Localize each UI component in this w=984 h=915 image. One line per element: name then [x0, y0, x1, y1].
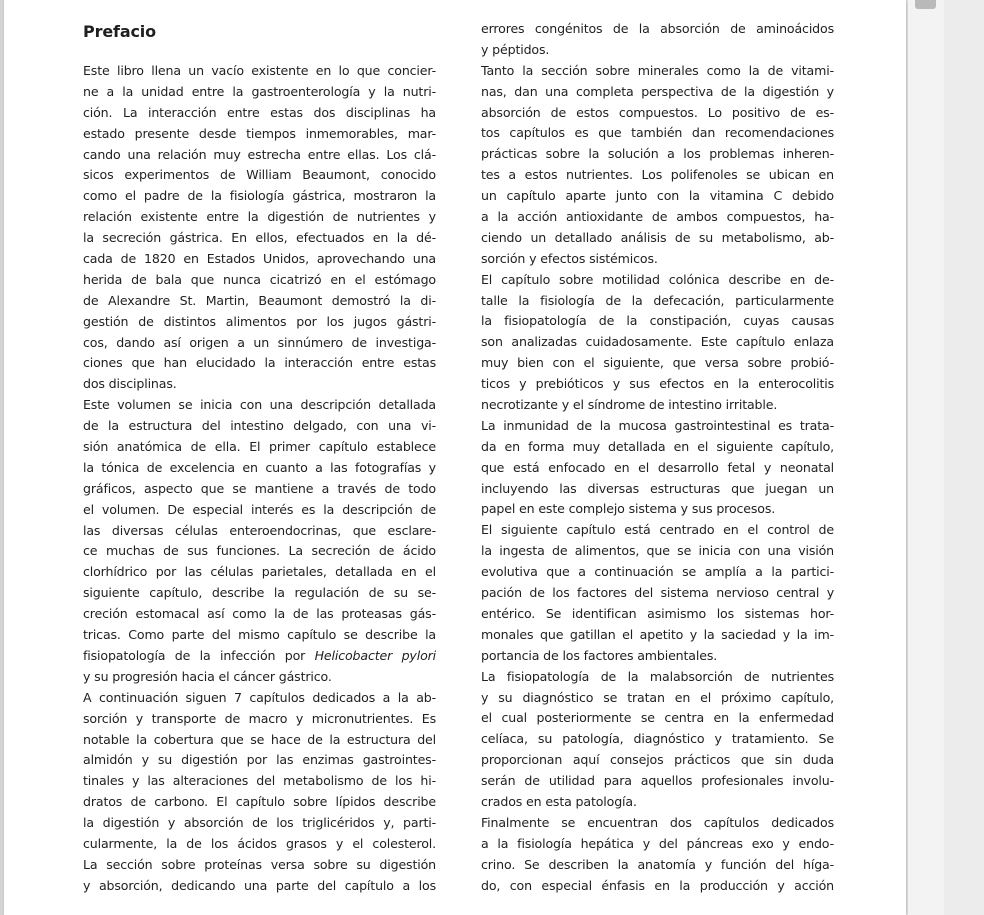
text-line-content: estado presente desde tiempos inmemorables, mar- [83, 125, 436, 141]
text-line-content: la tónica de excelencia en cuanto a las fotografías y [83, 459, 436, 475]
text-line-content: crino. Se describen la anatomía y función del híga- [481, 856, 834, 872]
text-line-content: crados en esta patología. [481, 793, 637, 809]
text-line-content: tes a estos nutrientes. Los polifenoles se ubican en [481, 167, 834, 183]
text-line-content: la digestión y absorción de los triglicéridos y, parti- [83, 815, 436, 831]
text-line [83, 500, 436, 521]
text-line [83, 312, 436, 333]
text-line [83, 61, 436, 82]
text-line-content: sorción y transporte de macro y micronutrientes. Es [83, 710, 436, 726]
text-line [83, 771, 436, 792]
text-line-content: y absorción, dedicando una parte del capítulo a los [83, 877, 436, 893]
text-line-content: almidón y su digestión por las enzimas gastrointes- [83, 752, 436, 768]
text-line-content: ciendo un detallado análisis de su metabolismo, ab- [481, 229, 834, 245]
text-line [83, 145, 436, 166]
text-line-content: de Alexandre St. Martin, Beaumont demostró la di- [83, 292, 436, 308]
text-line [83, 395, 436, 416]
text-line [481, 353, 834, 374]
text-line-content: la fisiopatología de la constipación, cuyas causas [481, 313, 834, 329]
text-line [481, 771, 834, 792]
text-line-content: El siguiente capítulo está centrado en el control de [481, 522, 834, 538]
text-line-content: cos, dando así origen a un sinnúmero de investiga- [83, 334, 436, 350]
text-line-content: ne a la unidad entre la gastroenterología y la nutri- [83, 83, 436, 99]
text-line-content: da en forma muy detallada en el siguiente capítulo, [481, 438, 834, 454]
text-line [83, 374, 436, 395]
text-line-content: la secreción gástrica. En ellos, efectuados en la dé- [83, 230, 436, 246]
text-line-content: papel en este complejo sistema y sus procesos. [481, 501, 776, 517]
text-line-content: Este libro llena un vacío existente en lo que concier- [83, 63, 436, 78]
text-line-content: sión anatómica de ella. El primer capítulo establece [83, 439, 436, 455]
text-line [481, 82, 834, 103]
text-line-content: Tanto la sección sobre minerales como la de vitami- [481, 62, 834, 78]
text-line [481, 520, 834, 541]
text-line [83, 876, 436, 897]
text-line [481, 103, 834, 124]
text-line-content: tricas. Como parte del mismo capítulo se describe la [83, 627, 436, 643]
text-line-content: evolutiva que a continuación se amplía a la partici- [481, 564, 834, 580]
text-line-content: sicos experimentos de William Beaumont, conocido [83, 167, 436, 183]
text-line-content: son analizadas cuidadosamente. Este capítulo enlaza [481, 334, 834, 350]
text-line [83, 583, 436, 604]
text-line [83, 792, 436, 813]
text-line-content: ce muchas de sus funciones. La secreción de ácido [83, 543, 436, 559]
text-line [481, 437, 834, 458]
text-line [481, 855, 834, 876]
text-line [83, 186, 436, 207]
text-line [83, 667, 436, 688]
text-line [481, 688, 834, 709]
text-line [83, 479, 436, 500]
text-line-content: El capítulo sobre motilidad colónica describe en de- [481, 271, 834, 287]
text-line [83, 604, 436, 625]
text-line [83, 207, 436, 228]
text-line-content: cularmente, la de los ácidos grasos y el colesterol. [83, 835, 436, 851]
text-line-content: ciones que han elucidado la interacción entre estas [83, 355, 436, 371]
text-line [481, 646, 834, 667]
text-line-content: entérico. Se identifican asimismo los sistemas hor- [481, 605, 834, 621]
text-line-content: relación existente entre la digestión de nutrientes y [83, 209, 436, 225]
text-line-content: el cual posteriormente se centra en la enfermedad [481, 710, 834, 726]
text-line [83, 458, 436, 479]
text-line [481, 332, 834, 353]
text-line [481, 416, 834, 437]
text-line [83, 124, 436, 145]
page-title: Prefacio [83, 22, 156, 41]
text-line-content: de la estructura del intestino delgado, con una vi- [83, 418, 436, 434]
text-line [83, 249, 436, 270]
text-line [83, 709, 436, 730]
text-line-content: talle la fisiología de la defecación, particularmente [481, 292, 834, 308]
text-line-content: portancia de los factores ambientales. [481, 647, 718, 663]
text-line [481, 395, 834, 416]
text-line-content: clorhídrico por las células parietales, detallada en el [83, 564, 436, 580]
left-column-text [83, 61, 436, 897]
text-line-content: muy bien con el siguiente, que versa sobre probió- [481, 355, 834, 371]
text-line-content: celíaca, su patología, diagnóstico y tratamiento. Se [481, 731, 834, 747]
text-line-content: tos capítulos es que también dan recomendaciones [481, 125, 834, 141]
text-line [83, 333, 436, 354]
scrollbar-track[interactable] [908, 0, 944, 915]
text-line [481, 813, 834, 834]
text-line-content: A continuación siguen 7 capítulos dedicados a la ab- [83, 689, 436, 705]
text-line-content: Este volumen se inicia con una descripción detallada [83, 397, 436, 413]
text-line [481, 249, 834, 270]
text-line-content: a la acción antioxidante de ambos compuestos, ha- [481, 209, 834, 225]
text-line-content: La sección sobre proteínas versa sobre su digestión [83, 856, 436, 872]
text-line [83, 437, 436, 458]
text-line [83, 855, 436, 876]
text-line-content: y péptidos. [481, 41, 550, 57]
text-line [83, 688, 436, 709]
text-line-content: serán de utilidad para aquellos profesionales involu- [481, 773, 834, 789]
text-line-content: cada de 1820 en Estados Unidos, aprovechando una [83, 251, 436, 267]
text-line-content: Finalmente se encuentran dos capítulos dedicados [481, 814, 834, 830]
text-line-content: siguiente capítulo, describe la regulación de su se- [83, 585, 436, 601]
text-line [481, 458, 834, 479]
text-line-content: y su progresión hacia el cáncer gástrico. [83, 668, 332, 684]
text-line-content: que está enfocado en el desarrollo fetal y neonatal [481, 459, 834, 475]
text-line [83, 750, 436, 771]
text-line [83, 291, 436, 312]
text-line [481, 374, 834, 395]
text-line-content: fisiopatología de la infección por [83, 647, 315, 663]
text-line [481, 207, 834, 228]
text-line-content: sorción y efectos sistémicos. [481, 250, 658, 266]
text-line [481, 583, 834, 604]
right-column-text [481, 19, 834, 896]
title-spacer [83, 45, 436, 61]
text-line-content: herida de bala que nunca cicatrizó en el estómago [83, 271, 436, 287]
text-line-content: tinales y las alteraciones del metabolismo de los hi- [83, 773, 436, 789]
text-line [83, 541, 436, 562]
text-line-content: gestión de distintos alimentos por los jugos gástri- [83, 313, 436, 329]
text-line [83, 103, 436, 124]
text-line-content: prácticas sobre la solución a los problemas inheren- [481, 146, 834, 162]
text-line [481, 834, 834, 855]
text-line [83, 625, 436, 646]
text-line-content: las diversas células enteroendocrinas, que esclare- [83, 522, 436, 538]
text-line [83, 353, 436, 374]
text-line-content: dos disciplinas. [83, 376, 177, 392]
text-line [481, 562, 834, 583]
text-line [481, 604, 834, 625]
text-line-content: el volumen. De especial interés es la descripción de [83, 501, 436, 517]
text-line-content: y su diagnóstico se tratan en el próximo capítulo, [481, 689, 834, 705]
text-line [481, 123, 834, 144]
text-line-content: ticos y prebióticos y sus efectos en la enterocolitis [481, 376, 834, 392]
text-line-content: necrotizante y el síndrome de intestino irritable. [481, 397, 778, 413]
text-line [481, 311, 834, 332]
text-line [481, 144, 834, 165]
text-line [481, 479, 834, 500]
text-line [83, 813, 436, 834]
text-line [481, 792, 834, 813]
text-line [481, 499, 834, 520]
text-line [83, 416, 436, 437]
text-line-content: La fisiopatología de la malabsorción de nutrientes [481, 668, 834, 684]
text-line-content: pación de los factores del sistema nervioso central y [481, 585, 834, 601]
viewer-background [944, 0, 984, 915]
text-line [481, 708, 834, 729]
text-line-content: incluyendo las diversas estructuras que juegan un [481, 480, 834, 496]
text-line-content: absorción de estos compuestos. Lo positivo de es- [481, 104, 834, 120]
right-column [481, 19, 834, 896]
text-line-content: cando una relación muy estrecha entre ellas. Los clá- [83, 146, 436, 162]
text-line-content: errores congénitos de la absorción de aminoácidos [481, 21, 834, 36]
scrollbar-thumb[interactable] [915, 0, 936, 9]
left-column [83, 19, 436, 897]
text-line [481, 165, 834, 186]
text-line-content: creción estomacal así como la de las proteasas gás- [83, 606, 436, 622]
text-line-content: como el padre de la fisiología gástrica, mostraron la [83, 188, 436, 204]
text-line-content: ción. La interacción entre estas dos disciplinas ha [83, 104, 436, 120]
text-line [481, 270, 834, 291]
text-line [481, 625, 834, 646]
text-line [83, 646, 436, 667]
text-line-content: La inmunidad de la mucosa gastrointestinal es trata- [481, 417, 834, 433]
text-line [83, 165, 436, 186]
text-line [481, 876, 834, 897]
italic-term: Helicobacter pylori [314, 647, 437, 663]
text-line-content: dratos de carbono. El capítulo sobre lípidos describe [83, 794, 436, 810]
text-line [83, 228, 436, 249]
text-line [481, 19, 834, 40]
text-line [481, 291, 834, 312]
text-line-content: monales que gatillan el apetito y la saciedad y la im- [481, 626, 834, 642]
text-line-content: nas, dan una completa perspectiva de la digestión y [481, 83, 834, 99]
text-line-content: gráficos, aspecto que se mantiene a través de todo [83, 480, 436, 496]
text-line [481, 61, 834, 82]
text-line [481, 667, 834, 688]
text-line [83, 521, 436, 542]
text-line [481, 750, 834, 771]
text-line-content: proporcionan aquí consejos prácticos que sin duda [481, 752, 834, 768]
text-line [83, 730, 436, 751]
text-line [481, 228, 834, 249]
text-line [481, 186, 834, 207]
text-line-content: a la fisiología hepática y del páncreas exo y endo- [481, 835, 834, 851]
text-line [83, 834, 436, 855]
text-line [83, 562, 436, 583]
text-line [83, 82, 436, 103]
text-line-content: do, con especial énfasis en la producción y acción [481, 877, 834, 893]
text-line [481, 40, 834, 61]
text-line [481, 729, 834, 750]
text-line [83, 270, 436, 291]
text-line [481, 541, 834, 562]
text-line-content: la ingesta de alimentos, que se inicia con una visión [481, 543, 834, 559]
text-line-content: un capítulo aparte junto con la vitamina C debido [481, 188, 834, 204]
text-line-content: notable la cobertura que se hace de la estructura del [83, 731, 436, 747]
